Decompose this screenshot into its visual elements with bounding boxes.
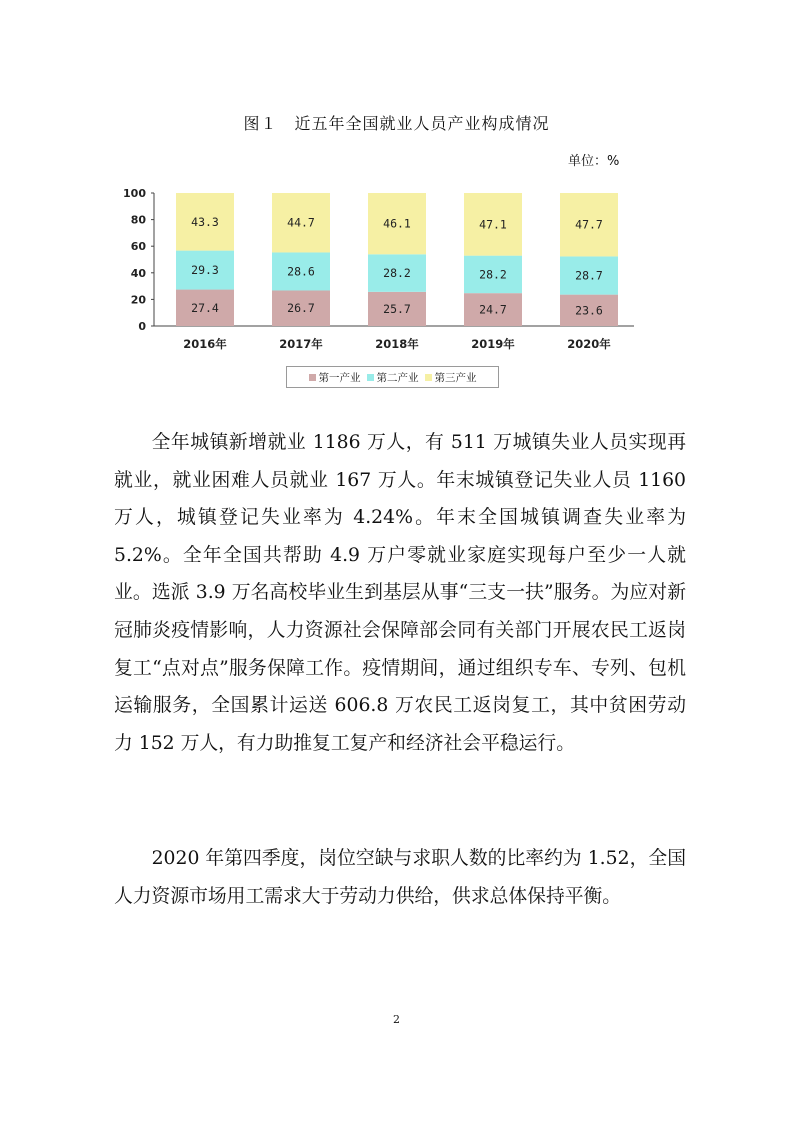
data-label: 29.3 <box>191 263 219 278</box>
y-tick-label: 100 <box>123 187 146 200</box>
page-number: 2 <box>393 1013 400 1026</box>
y-tick-label: 60 <box>130 240 146 254</box>
legend-swatch-tertiary <box>425 374 432 381</box>
paragraph-employment: 全年城镇新增就业 1186 万人，有 511 万城镇失业人员实现再就业，就业困难人员就业 167 万人。年末城镇登记失业人员 1160 万人，城镇登记失业率为 4.24%。年末全国城镇调查失业率为 5.2%。全年全国共帮助 4.9 万户零就业家庭实现每户至少一人就业。选派 3.9 万名高校毕业生到基层从事“三支一扶”服务。为应对新冠肺炎疫情影响，人力资源社会保障部会同有关部门开展农民工返岗复工“点对点”服务保障工作。疫情期间，通过组织专车、专列、包机运输服务，全国累计运送 606.8 万农民工返岗复工，其中贫困劳动力 152 万人，有力助推复工复产和经济社会平稳运行。 <box>114 432 686 754</box>
legend-label-primary: 第一产业 <box>318 371 361 384</box>
data-label: 28.2 <box>383 266 411 281</box>
legend-swatch-secondary <box>367 374 374 381</box>
data-label: 25.7 <box>383 301 411 316</box>
data-label: 27.4 <box>191 300 219 315</box>
data-label: 28.2 <box>479 267 507 282</box>
data-label: 26.7 <box>287 301 315 316</box>
legend-item-secondary <box>367 370 419 385</box>
legend-swatch-primary <box>309 374 316 381</box>
data-label: 24.7 <box>479 302 507 317</box>
x-tick-label: 2019年 <box>471 337 515 351</box>
x-tick-label: 2018年 <box>375 337 419 351</box>
x-tick-label: 2016年 <box>183 337 227 351</box>
unit-label: 单位：% <box>568 154 620 169</box>
y-tick-label: 0 <box>138 320 146 333</box>
stacked-bar-chart <box>110 180 650 360</box>
data-label: 23.6 <box>575 303 603 318</box>
data-label: 47.7 <box>575 217 603 232</box>
legend-label-tertiary: 第三产业 <box>434 371 477 384</box>
x-tick-label: 2017年 <box>279 337 323 351</box>
figure-title: 图１ 近五年全国就业人员产业构成情况 <box>243 114 550 133</box>
y-tick-label: 40 <box>130 266 146 280</box>
legend-item-primary <box>309 370 361 385</box>
x-tick-label: 2020年 <box>567 337 611 351</box>
data-label: 28.6 <box>287 264 315 279</box>
data-label: 46.1 <box>383 216 411 231</box>
data-label: 47.1 <box>479 217 507 232</box>
y-tick-label: 80 <box>130 213 146 227</box>
data-label: 43.3 <box>191 214 219 229</box>
paragraph-labor-market: 2020 年第四季度，岗位空缺与求职人数的比率约为 1.52，全国人力资源市场用工需求大于劳动力供给，供求总体保持平衡。 <box>114 848 686 907</box>
data-label: 28.7 <box>575 268 603 283</box>
data-label: 44.7 <box>287 215 315 230</box>
legend-item-tertiary <box>425 370 477 385</box>
chart-legend <box>286 366 499 388</box>
legend-label-secondary: 第二产业 <box>376 371 419 384</box>
y-tick-label: 20 <box>130 293 146 307</box>
